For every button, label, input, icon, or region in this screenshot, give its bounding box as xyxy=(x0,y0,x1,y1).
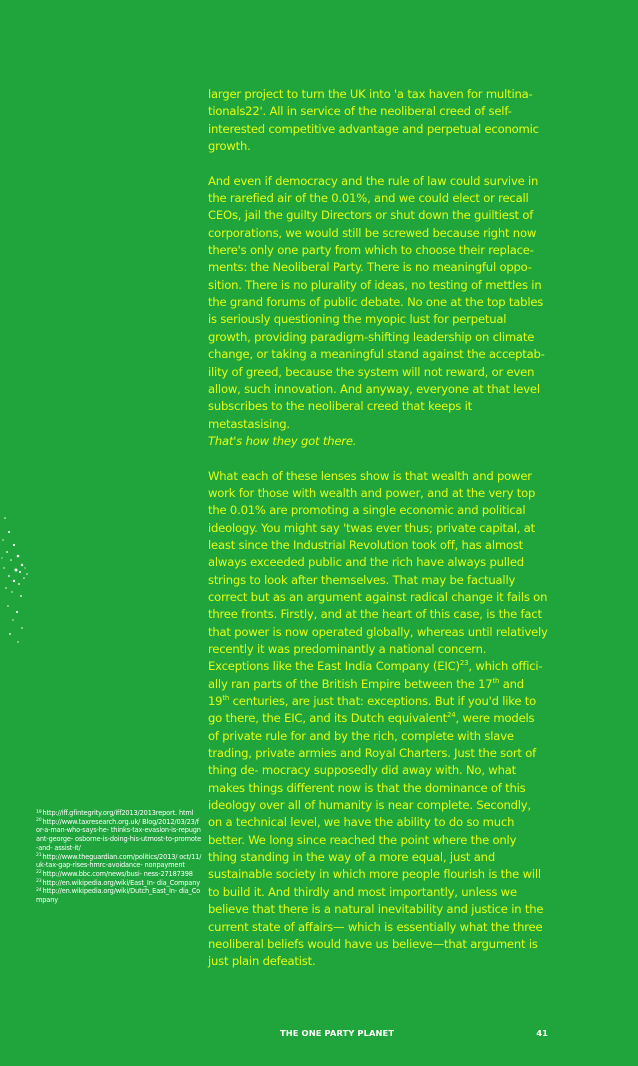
paragraph-1: larger project to turn the UK into 'a tax haven for multina- tionals22'. All in service of the neoliberal creed of self- interested competitive advantage and perpetual economic growth. xyxy=(208,87,539,154)
footnote-link[interactable]: http://en.wikipedia.org/wiki/East_In- dia_Company xyxy=(42,878,200,887)
footnote xyxy=(36,870,202,879)
paragraph-3-text-d: centuries, are just that: exceptions. But if you'd like to go there, the EIC, and its Dutch equivalent xyxy=(208,694,537,726)
superscript-th: th xyxy=(222,694,230,703)
page-number: 41 xyxy=(536,1028,548,1038)
footnote-number: 20 xyxy=(36,818,42,824)
paragraph-2 xyxy=(208,173,548,451)
footnote-ref-23: 23 xyxy=(459,659,469,668)
footnote xyxy=(36,887,202,904)
paragraph-3-text-a: What each of these lenses show is that wealth and power work for those with wealth and power, and at the very top the 0.01% are promoting a single economic and political ideology. You might say 'twas ever thus; private capital, at least since the Industrial Revolution took off, has almost always exceeded public and the rich have always pulled strings to look after themselves. That may be factually correct but as an argument against radical change it fails on three fronts. Firstly, and at the heart of this case, is the fact that power is now operated globally, whereas until relatively recently it was predominantly a national concern. Exceptions like the East India Company (EIC) xyxy=(208,468,548,674)
decorative-speckle xyxy=(0,510,40,660)
footnote-number: 24 xyxy=(36,887,42,893)
footnotes xyxy=(36,809,202,905)
paragraph-3-text-e: , were models of private rule for and by the rich, complete with slave trading, private armies and Royal Charters. Just the sort of thing de- mocracy supposedly did away with. No, what makes things different now is that the dominance of this ideology over all of humanity is near complete. Secondly, on a technical level, we have the ability to do so much better. We long since reached the point where the only thing standing in the way of a more equal, just and sustainable society in which more people flourish is the will to build it. And thirdly and most importantly, unless we believe that there is a natural inevitability and justice in the current state of affairs— which is essentially what the three neoliberal beliefs would have us believe—that argument is just plain defeatist. xyxy=(208,711,544,969)
footnote-number: 22 xyxy=(36,870,42,876)
footnote-link[interactable]: http://en.wikipedia.org/wiki/Dutch_East_In- dia_Company xyxy=(36,887,201,905)
footnote xyxy=(36,853,202,870)
footnote-link[interactable]: http://www.taxresearch.org.uk/ Blog/2012/03/23/for-a-man-who-says-he- thinks-tax-evasion-is-repugnant-george- osborne-is-doing-his-utmost-to-promote-and- assist-it/ xyxy=(36,817,202,852)
body-text xyxy=(208,86,548,988)
paragraph-2-text: And even if democracy and the rule of law could survive in the rarefied air of the 0.01%, and we could elect or recall CEOs, jail the guilty Directors or shut down the guiltiest of corporations, we would still be screwed because right now there's only one party from which to choose their replace- ments: the Neoliberal Party. There is no meaningful oppo- sition. There is no plurality of ideas, no testing of mettles in the grand forums of public debate. No one at the top tables is seriously questioning the myopic lust for perpetual growth, providing paradigm-shifting leadership on climate change, or taking a meaningful stand against the acceptab- ility of greed, because the system will not reward, or even allow, such innovation. And anyway, everyone at that level subscribes to the neoliberal creed that keeps it metastasising. xyxy=(208,173,545,431)
footnote-number: 21 xyxy=(36,853,42,859)
footnote-ref-24: 24 xyxy=(447,711,456,720)
paragraph-2-italic: That's how they got there. xyxy=(208,433,357,448)
paragraph-3-text-b: , which offici- ally ran parts of the British Empire between the 17 xyxy=(208,659,543,691)
running-title: THE ONE PARTY PLANET xyxy=(280,1028,395,1038)
footnote xyxy=(36,818,202,853)
superscript-th: th xyxy=(492,676,500,685)
paragraph-3-text-c: and 19 xyxy=(208,676,524,709)
paragraph-3 xyxy=(208,468,548,971)
footnote-link[interactable]: http://iff.gfintegrity.org/iff2013/2013report. html xyxy=(42,809,194,817)
footnote-number: 19 xyxy=(36,809,42,815)
footnote xyxy=(36,809,202,818)
footnote-number: 23 xyxy=(36,879,42,885)
footnote-link[interactable]: http://www.theguardian.com/politics/2013/ oct/11/uk-tax-gap-rises-hmrc-avoidance- nonpayment xyxy=(36,852,202,870)
page-footer xyxy=(280,1028,548,1042)
footnote-link[interactable]: http://www.bbc.com/news/busi- ness-27187398 xyxy=(42,869,193,878)
